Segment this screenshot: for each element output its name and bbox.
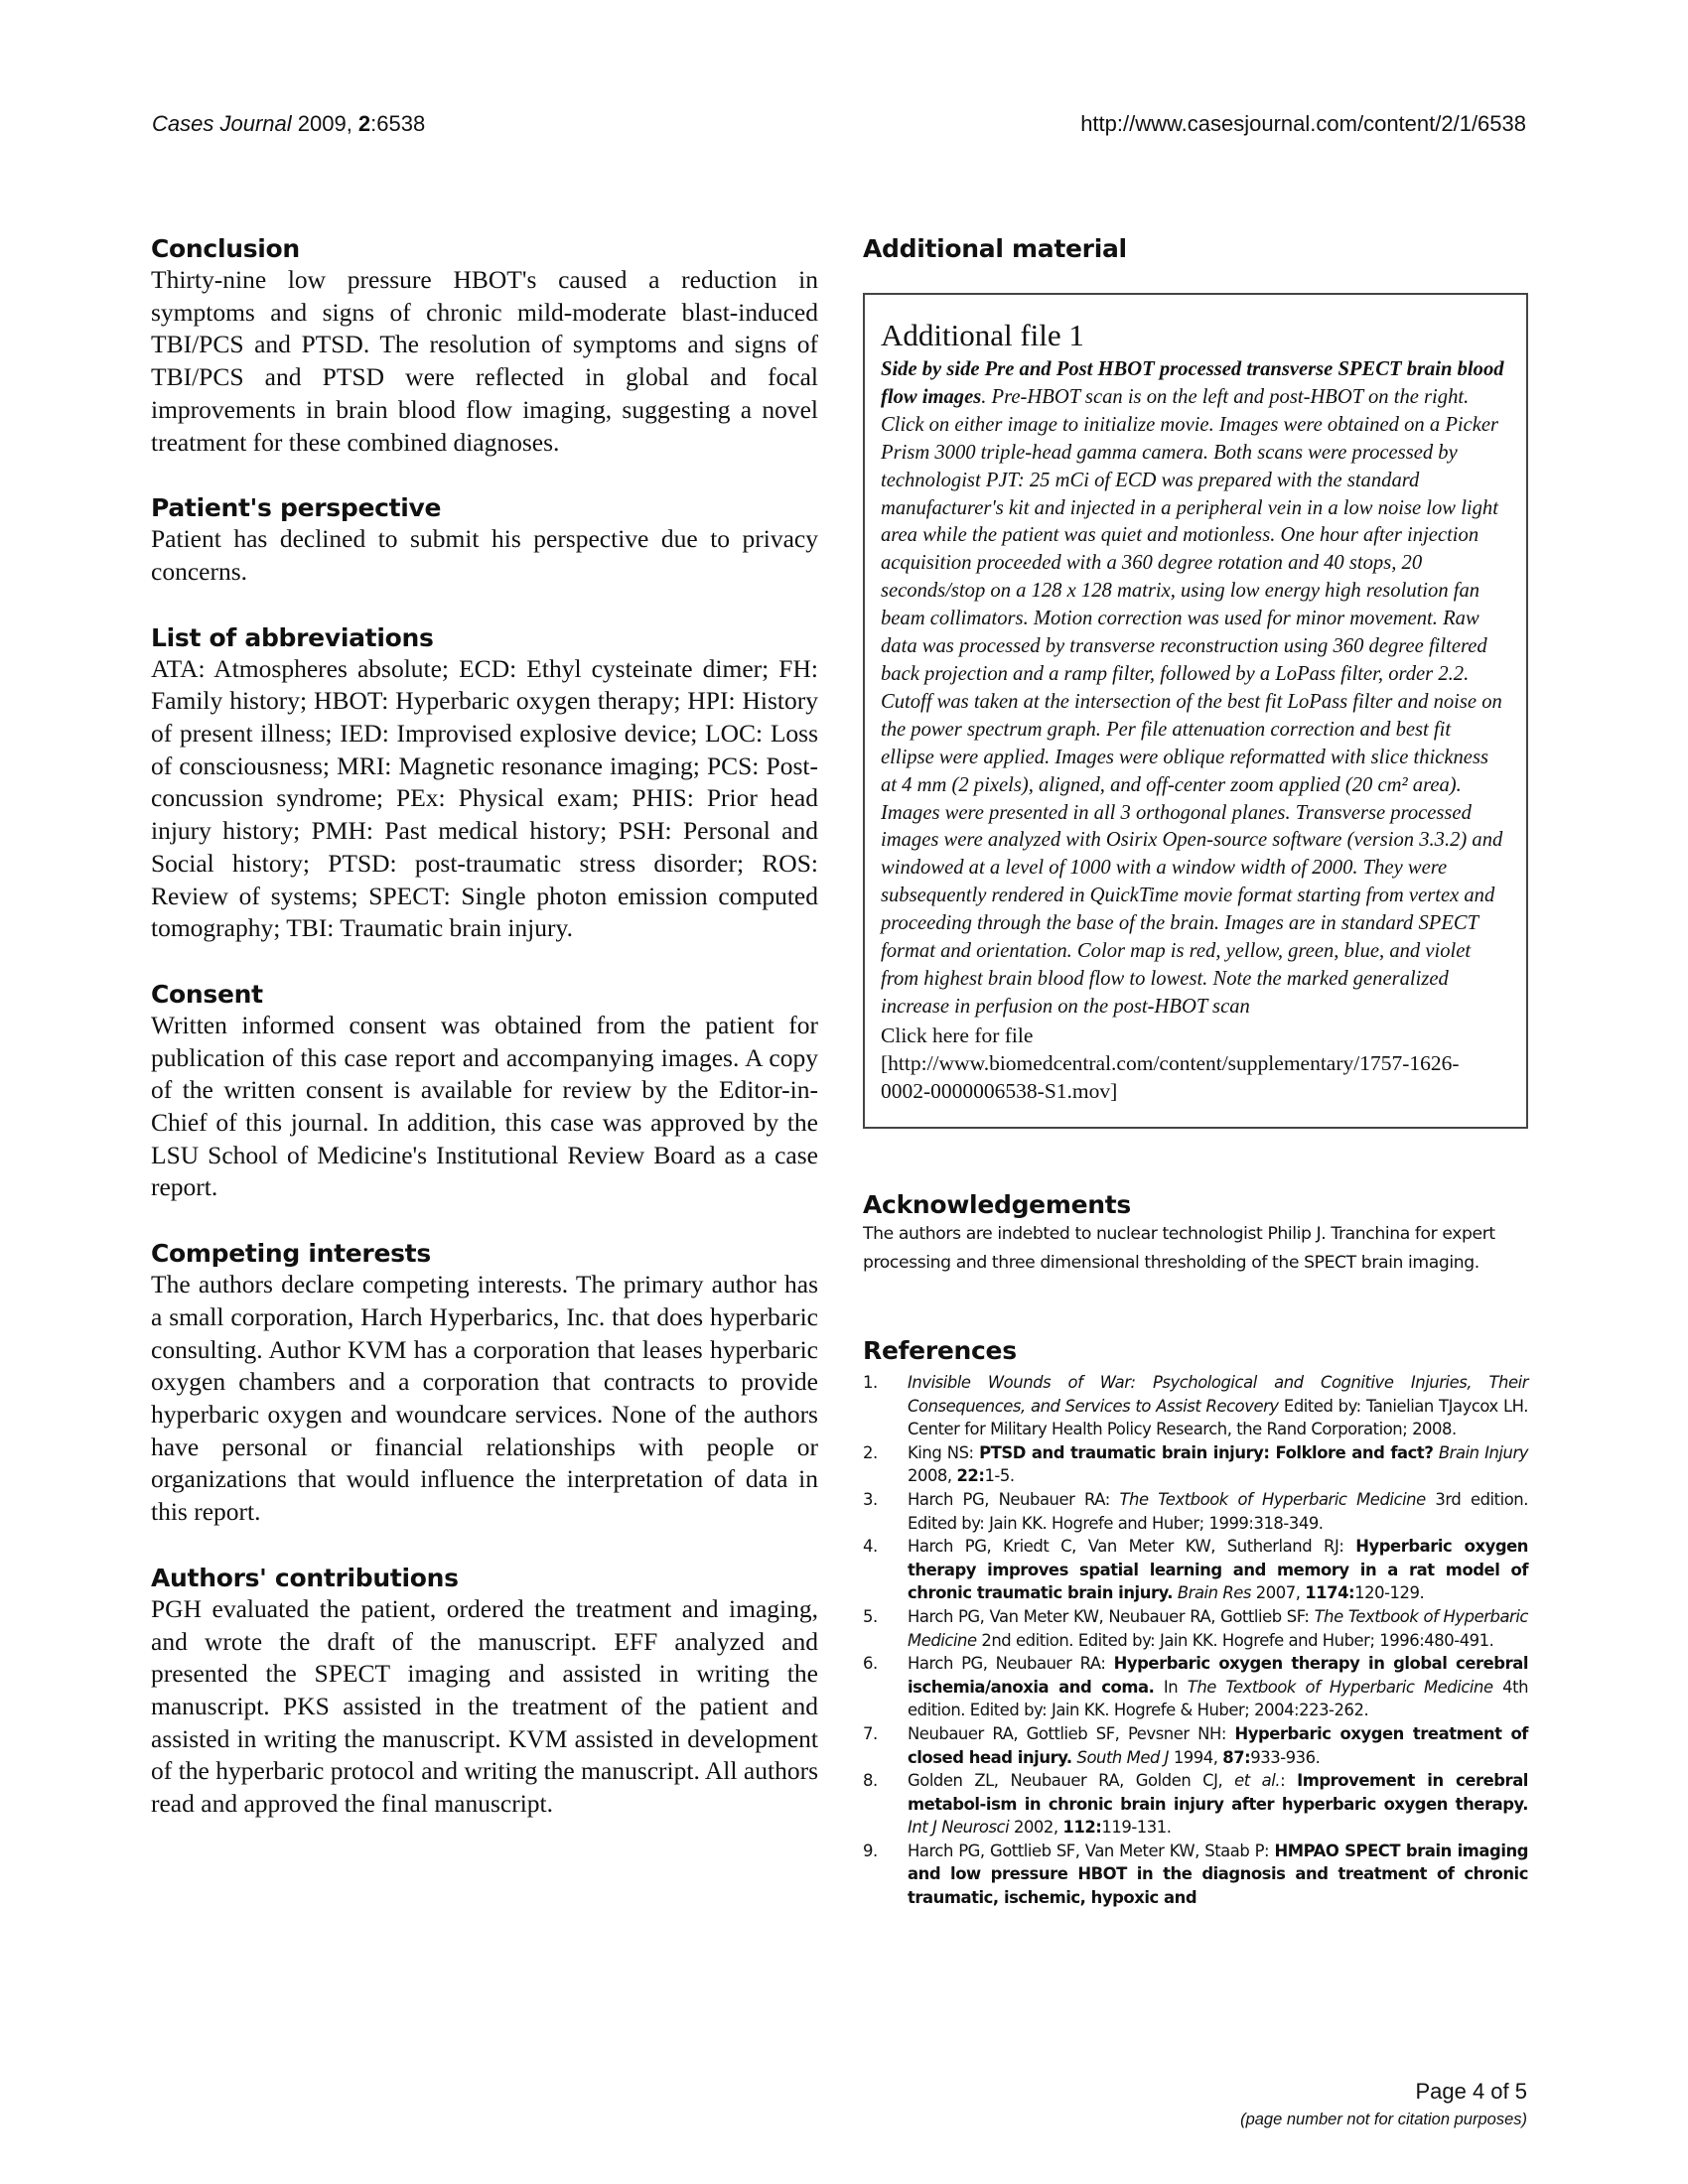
- section-body: ATA: Atmospheres absolute; ECD: Ethyl cysteinate dimer; FH: Family history; HBOT: Hyperbaric oxygen therapy; HPI: History of present illness; IED: Improvised explosive device; LOC: Loss of consciousness; MRI: Magnetic resonance imaging; PCS: Post-concussion syndrome; PEx: Physical exam; PHIS: Prior head injury history; PMH: Past medical history; PSH: Personal and Social history; PTSD: post-traumatic stress disorder; ROS: Review of systems; SPECT: Single photon emission computed tomography; TBI: Traumatic brain injury.: [151, 653, 818, 943]
- reference-number: 8.: [863, 1771, 878, 1791]
- click-here-label[interactable]: Click here for file: [881, 1023, 1034, 1047]
- reference-number: 5.: [863, 1606, 878, 1626]
- reference-title: Hyperbaric oxygen therapy improves spatial learning and memory in a rat model of chronic traumatic brain injury.: [908, 1537, 1528, 1603]
- reference-text: In: [1154, 1677, 1188, 1697]
- reference-journal: South Med J: [1076, 1747, 1170, 1767]
- reference-journal: The Textbook of Hyperbaric Medicine: [1119, 1489, 1426, 1509]
- reference-text: Harch PG, Van Meter KW, Neubauer RA, Gottlieb SF:: [908, 1606, 1315, 1626]
- reference-title: PTSD and traumatic brain injury: Folklore and fact?: [979, 1442, 1434, 1462]
- reference-item: [863, 1769, 1528, 1840]
- reference-text: King NS:: [908, 1442, 980, 1462]
- section-heading: Consent: [151, 979, 263, 1009]
- supplementary-file-link[interactable]: [http://www.biomedcentral.com/content/supplementary/1757-1626-0002-0000006538-S1.mov]: [881, 1050, 1460, 1103]
- reference-text: Golden ZL, Neubauer RA, Golden CJ,: [908, 1771, 1235, 1791]
- reference-text: 2007,: [1251, 1583, 1306, 1603]
- section-heading: Conclusion: [151, 234, 300, 263]
- journal-name: Cases Journal: [152, 111, 292, 136]
- additional-file-box: [863, 293, 1528, 1129]
- reference-text: 2002,: [1009, 1818, 1063, 1838]
- reference-number: 1.: [863, 1373, 878, 1392]
- reference-number: 7.: [863, 1723, 878, 1743]
- section-heading: Authors' contributions: [151, 1563, 459, 1592]
- reference-number: 2.: [863, 1442, 878, 1462]
- reference-item: [863, 1371, 1528, 1441]
- references-list: [863, 1371, 1528, 1910]
- section-body: The authors declare competing interests. The primary author has a small corporation, Harch Hyperbarics, Inc. that does hyperbaric consulting. Author KVM has a corporation that leases hyperbaric oxygen chambers and a corporation that contracts to provide hyperbaric oxygen and woundcare services. None of the authors have personal or financial relationships with people or organizations that would influence the interpretation of data in this report.: [151, 1270, 818, 1527]
- section-patient-perspective: [151, 493, 818, 588]
- acknowledgements-body: The authors are indebted to nuclear technologist Philip J. Tranchina for expert processing and three dimensional thresholding of the SPECT brain imaging.: [863, 1224, 1495, 1274]
- section-heading: Competing interests: [151, 1239, 431, 1269]
- reference-item: [863, 1605, 1528, 1652]
- reference-journal: Invisible Wounds of War: Psychological and Cognitive Injuries, Their Consequences, and Services to Assist Recovery: [908, 1373, 1528, 1416]
- running-head-url[interactable]: http://www.casesjournal.com/content/2/1/6538: [1080, 111, 1526, 136]
- reference-text: Harch PG, Kriedt C, Van Meter KW, Sutherland RJ:: [908, 1537, 1356, 1557]
- reference-text: Harch PG, Neubauer RA:: [908, 1489, 1120, 1509]
- reference-title: 22:: [956, 1466, 985, 1486]
- running-head-citation: [152, 111, 425, 137]
- article-number: :6538: [370, 111, 426, 136]
- acknowledgements-heading: Acknowledgements: [863, 1190, 1131, 1219]
- additional-file-title: Additional file 1: [881, 318, 1084, 352]
- reference-number: 4.: [863, 1537, 878, 1557]
- reference-text: 2008,: [908, 1466, 957, 1486]
- caption-title: Side by side Pre and Post HBOT processed transverse SPECT brain blood flow images: [881, 358, 1504, 408]
- section-conclusion: [151, 234, 818, 459]
- reference-text: 4th edition. Edited by: Jain KK. Hogrefe & Huber; 2004:223-262.: [908, 1677, 1529, 1720]
- reference-journal: Int J Neurosci: [908, 1818, 1010, 1838]
- section-abbreviations: [151, 623, 818, 945]
- section-competing-interests: [151, 1239, 818, 1529]
- reference-text: Harch PG, Gottlieb SF, Van Meter KW, Staab P:: [908, 1841, 1275, 1860]
- caption-text: . Pre-HBOT scan is on the left and post-HBOT on the right. Click on either image to initialize movie. Images were obtained on a Picker Prism 3000 triple-head gamma camera. Both scans were processed by technologist PJT: 25 mCi of ECD was prepared with the standard manufacturer's kit and injected in a peripheral vein in a low noise low light area while the patient was quiet and motionless. One hour after injection acquisition proceeded with a 360 degree rotation and 40 stops, 20 seconds/stop on a 128 x 128 matrix, using low energy high resolution fan beam collimators. Motion correction was used for minor movement. Raw data was processed by transverse reconstruction using 360 degree filtered back projection and a ramp filter, followed by a LoPass filter, order 2.2. Cutoff was taken at the intersection of the best fit LoPass filter and noise on the power spectrum graph. Per file attenuation correction and best fit ellipse were applied. Images were oblique reformatted with slice thickness at 4 mm (2 pixels), aligned, and off-center zoom applied (20 cm² area). Images were presented in all 3 orthogonal planes. Transverse processed images were analyzed with Osirix Open-source software (version 3.3.2) and windowed at a level of 1000 with a window width of 2000. They were subsequently rendered in QuickTime movie format starting from vertex and proceeding through the base of the brain. Images are in standard SPECT format and orientation. Color map is red, yellow, green, blue, and violet from highest brain blood flow to lowest. Note the marked generalized increase in perfusion on the post-HBOT scan: [881, 385, 1503, 1018]
- reference-title: 87:: [1222, 1747, 1251, 1767]
- journal-volume: 2: [357, 111, 371, 136]
- additional-file-caption: [881, 356, 1508, 1022]
- page-number: Page 4 of 5: [1415, 2079, 1527, 2104]
- reference-title: Hyperbaric oxygen therapy in global cerebral ischemia/anoxia and coma.: [908, 1654, 1528, 1697]
- reference-text: 2nd edition. Edited by: Jain KK. Hogrefe and Huber; 1996:480-491.: [976, 1630, 1494, 1650]
- section-consent: [151, 980, 818, 1204]
- section-authors-contributions: [151, 1564, 818, 1821]
- reference-item: [863, 1441, 1528, 1488]
- reference-item: [863, 1722, 1528, 1769]
- left-column: [151, 234, 818, 1855]
- reference-item: [863, 1652, 1528, 1722]
- reference-title: Improvement in cerebral metabol-ism in chronic brain injury after hyperbaric oxygen therapy.: [908, 1771, 1528, 1814]
- reference-text: 933-936.: [1250, 1747, 1321, 1767]
- references-heading: References: [863, 1336, 1017, 1365]
- reference-journal: Brain Injury: [1438, 1442, 1529, 1462]
- section-body: Thirty-nine low pressure HBOT's caused a reduction in symptoms and signs of chronic mild-moderate blast-induced TBI/PCS and PTSD. The resolution of symptoms and signs of TBI/PCS and PTSD were reflected in global and focal improvements in brain blood flow imaging, suggesting a novel treatment for these combined diagnoses.: [151, 265, 818, 457]
- reference-item: [863, 1840, 1528, 1910]
- reference-title: 112:: [1062, 1818, 1102, 1838]
- reference-text: :: [1280, 1771, 1298, 1791]
- reference-title: HMPAO SPECT brain imaging and low pressure HBOT in the diagnosis and treatment of chronic traumatic, ischemic, hypoxic and: [908, 1841, 1528, 1908]
- page-number-note: (page number not for citation purposes): [1240, 2111, 1527, 2128]
- section-body: Patient has declined to submit his perspective due to privacy concerns.: [151, 524, 818, 586]
- reference-journal: et al.: [1234, 1771, 1281, 1791]
- reference-number: 6.: [863, 1654, 878, 1674]
- reference-title: 1174:: [1305, 1583, 1355, 1603]
- reference-text: Harch PG, Neubauer RA:: [908, 1654, 1114, 1674]
- reference-text: Neubauer RA, Gottlieb SF, Pevsner NH:: [908, 1723, 1235, 1743]
- reference-text: 119-131.: [1101, 1818, 1172, 1838]
- reference-text: 3rd edition. Edited by: Jain KK. Hogrefe and Huber; 1999:318-349.: [908, 1489, 1528, 1533]
- reference-journal: The Textbook of Hyperbaric Medicine: [908, 1606, 1528, 1650]
- reference-title: Hyperbaric oxygen treatment of closed head injury.: [908, 1723, 1528, 1767]
- reference-text: 1994,: [1169, 1747, 1223, 1767]
- reference-item: [863, 1488, 1528, 1535]
- reference-text: 1-5.: [984, 1466, 1015, 1486]
- reference-text: 120-129.: [1354, 1583, 1425, 1603]
- reference-number: 3.: [863, 1489, 878, 1509]
- section-heading: Patient's perspective: [151, 493, 442, 523]
- section-heading: List of abbreviations: [151, 622, 434, 652]
- section-body: PGH evaluated the patient, ordered the treatment and imaging, and wrote the draft of the manuscript. EFF analyzed and presented the SPECT imaging and assisted in writing the manuscript. PKS assisted in the treatment of the patient and assisted in writing the manuscript. KVM assisted in development of the hyperbaric protocol and writing the manuscript. All authors read and approved the final manuscript.: [151, 1593, 818, 1819]
- reference-text: Edited by: Tanielian TJaycox LH. Center for Military Health Policy Research, the Rand Corporation; 2008.: [908, 1396, 1528, 1439]
- reference-journal: The Textbook of Hyperbaric Medicine: [1187, 1677, 1493, 1697]
- reference-journal: Brain Res: [1177, 1583, 1252, 1603]
- journal-year: 2009,: [291, 111, 358, 136]
- reference-item: [863, 1535, 1528, 1605]
- additional-material-heading: Additional material: [863, 234, 1127, 263]
- reference-number: 9.: [863, 1841, 878, 1860]
- section-body: Written informed consent was obtained from the patient for publication of this case report and accompanying images. A copy of the written consent is available for review by the Editor-in-Chief of this journal. In addition, this case was approved by the LSU School of Medicine's Institutional Review Board as a case report.: [151, 1010, 818, 1202]
